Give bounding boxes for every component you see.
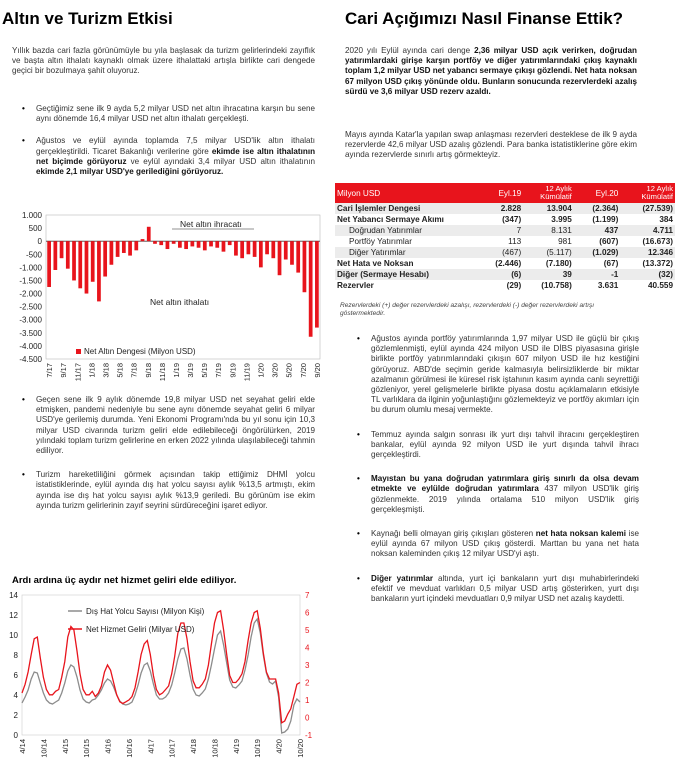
table-cell: 12.346	[647, 248, 673, 257]
table-cell: (1.029)	[592, 248, 619, 257]
x-tick-label: 3/20	[270, 363, 280, 378]
table-cell: 3.995	[551, 215, 572, 224]
table-note: Rezervlerdeki (+) değer rezervlerdeki azalışı, rezervlerdeki (-) değer rezervlerdeki artışı göstermektedir.	[340, 302, 595, 317]
table-row	[335, 247, 675, 258]
table-cell: (1.199)	[592, 215, 619, 224]
gold-bar	[159, 241, 163, 245]
gold-bar	[215, 241, 219, 248]
bullet-tourism-revenue: • Geçen sene ilk 9 aylık dönemde 19,8 milyar USD net seyahat geliri elde etmişken, pandemi nedeniyle bu sene aynı dönemde seyahat geliri 6 milyar USD'ye gerilemiş durumda. Yeni Ekonomi Programı'nda bu yıl sonu için 10,3 milyar USD civarında turizm geliri elde edilebileceği öngörülürken, 2019 yılındaki toplam turizm gelirlerine en erken 2022 yılında ulaşılabileceği tahmin ediliyor.	[22, 395, 315, 456]
gold-bar	[47, 241, 51, 287]
table-cell: 7	[516, 226, 522, 235]
gold-bar	[141, 239, 145, 241]
x-tick-label: 7/18	[129, 363, 139, 378]
table-cell: 39	[562, 270, 572, 279]
table-row	[335, 280, 675, 291]
table-cell: (2.446)	[495, 259, 522, 268]
table-row-label: Doğrudan Yatırımlar	[349, 226, 422, 235]
y-tick-label: -3.000	[19, 315, 42, 325]
table-header-cell: Eyl.20	[595, 188, 619, 198]
x-tick-label: 11/18	[157, 363, 167, 382]
table-cell: -1	[611, 270, 619, 279]
gold-bar	[72, 241, 76, 280]
x-tick-label: 10/18	[210, 739, 220, 758]
left-y-tick-label: 6	[13, 671, 18, 680]
left-y-tick-label: 8	[13, 651, 18, 660]
bullet-direct-investment: • Mayıstan bu yana doğrudan yatırımlara giriş sınırlı da olsa devam etmekte ve eylülde doğrudan yatırımlara 437 milyon USD'lik giriş gözlenmekte. 2019 yılında ortalama 510 milyon USD'lik giriş gerçekleşmişti.	[357, 474, 639, 515]
gold-bar	[172, 241, 176, 244]
gold-bar	[197, 241, 201, 248]
table-cell: (10.758)	[541, 281, 572, 290]
table-row-label: Net Yabancı Sermaye Akımı	[337, 215, 444, 224]
right-y-tick-label: 3	[305, 661, 310, 670]
services-income-chart	[0, 589, 330, 766]
table-cell: (32)	[658, 270, 673, 279]
table-cell: (607)	[599, 237, 619, 246]
table-row-label: Cari İşlemler Dengesi	[337, 204, 421, 213]
x-tick-label: 9/20	[312, 363, 322, 378]
x-tick-label: 5/20	[284, 363, 294, 378]
right-intro-2: Mayıs ayında Katar'la yapılan swap anlaşması rezervleri desteklese de ilk 9 ayda rezervlerde 42,6 milyar USD azalış gözlendi. Para banka istatistiklerine göre ekim ayında rezervlerde sınırlı artış görmekteyiz.	[345, 130, 637, 160]
y-tick-label: 0	[37, 237, 42, 247]
right-y-tick-label: 4	[305, 643, 310, 653]
gold-bar	[53, 241, 57, 270]
gold-bar	[116, 241, 120, 257]
left-title: Altın ve Turizm Etkisi	[2, 9, 173, 28]
x-tick-label: 10/20	[296, 739, 305, 758]
x-tick-label: 11/17	[73, 363, 83, 382]
x-tick-label: 1/19	[171, 363, 181, 378]
gold-bar	[60, 241, 64, 258]
x-tick-label: 3/19	[186, 363, 196, 378]
left-y-tick-label: 2	[13, 711, 18, 720]
annotation-import: Net altın ithalatı	[150, 297, 210, 307]
left-intro: Yıllık bazda cari fazla görünümüyle bu yıla başlasak da turizm gelirlerindeki zayıflık ve başta altın ithalatı kaynaklı olmak üzere ithalattaki artışla birlikte cari dengede geçici bir bozulmaya şahit oluyoruz.	[12, 46, 315, 76]
gold-bar	[147, 227, 151, 241]
x-tick-label: 10/17	[167, 739, 177, 758]
x-tick-label: 4/16	[103, 739, 113, 754]
gold-bar	[110, 241, 114, 265]
bullet-gold-imports: • Ağustos ve eylül ayında toplamda 7,5 milyar USD'lik altın ithalatı gerçekleştirildi. Ticaret Bakanlığı verilerine göre ekimde ise altın ithalatının net biçimde görüyoruz ve eylül ayındaki 3,4 milyar USD altın ithalatının ekimde 2,1 milyar USD'ye gerilediğini görüyoruz.	[22, 136, 315, 177]
right-y-tick-label: 6	[305, 608, 310, 618]
right-intro: 2020 yılı Eylül ayında cari denge 2,36 milyar USD açık verirken, doğrudan yatırımlardaki girişe karşın portföy ve diğer yatırımlarındaki çıkış kaynaklı toplam 1,2 milyar USD net yabancı sermaye çıkışı gözlendi. Net hata noksan 67 milyon USD çıkış yönünde oldu. Bunların sonucunda rezervlerdeki azalış sürdü ve 3,6 milyar USD rezerv azaldı.	[345, 46, 637, 96]
table-row-label: Portföy Yatırımlar	[349, 237, 412, 246]
table-header-cell: 12 Aylık Kümülatif	[641, 184, 673, 201]
x-tick-label: 7/19	[214, 363, 224, 378]
x-tick-label: 5/19	[200, 363, 210, 378]
passenger-line	[22, 619, 300, 733]
y-tick-label: 500	[28, 224, 42, 234]
table-header-cell: Milyon USD	[337, 188, 381, 198]
gold-bar	[240, 241, 244, 258]
table-cell: (13.372)	[642, 259, 673, 268]
gold-bar	[315, 241, 319, 327]
x-tick-label: 11/19	[242, 363, 252, 382]
financing-table	[335, 183, 675, 291]
table-row-label: Diğer Yatırımlar	[349, 248, 406, 257]
table-row	[335, 269, 675, 280]
y-tick-label: -2.500	[19, 302, 42, 312]
gold-bar	[178, 241, 182, 248]
table-cell: 13.904	[546, 204, 572, 213]
x-tick-label: 7/20	[298, 363, 308, 378]
x-tick-label: 9/17	[59, 363, 69, 378]
gold-bar	[128, 241, 132, 255]
left-y-tick-label: 0	[13, 731, 18, 740]
gold-bar	[66, 241, 70, 268]
gold-bar	[122, 241, 126, 253]
gold-bar	[166, 241, 170, 249]
gold-bar	[190, 241, 194, 246]
gold-bar	[97, 241, 101, 301]
x-tick-label: 10/19	[253, 739, 263, 758]
bullet-bank-bonds: • Temmuz ayında salgın sonrası ilk yurt dışı tahvil ihracını gerçekleştiren bankalar, eylül ayında 92 milyon USD ile yurt dışında tahvil ihracı gerçekleştirdi.	[357, 430, 639, 461]
bullet-gold-exports: • Geçtiğimiz sene ilk 9 ayda 5,2 milyar USD net altın ihracatına karşın bu sene aynı dönemde 16,4 milyar USD net altın ithalatı gerçekleşti.	[22, 104, 315, 124]
y-tick-label: -500	[25, 250, 42, 260]
table-cell: (347)	[502, 215, 522, 224]
y-tick-label: -4.500	[19, 355, 42, 364]
gold-bar	[247, 241, 251, 254]
table-cell: (2.364)	[592, 204, 619, 213]
table-row	[335, 214, 675, 225]
gold-bar	[78, 241, 82, 288]
gold-bar	[284, 241, 288, 259]
table-cell: (467)	[502, 248, 522, 257]
left-y-tick-label: 14	[9, 591, 18, 600]
gold-bar	[153, 241, 157, 244]
gold-bar	[134, 241, 138, 250]
annotation-export: Net altın ihracatı	[180, 219, 242, 229]
legend-swatch	[76, 349, 81, 354]
services-chart-title: Ardı ardına üç aydır net hizmet geliri elde ediliyor.	[12, 575, 237, 586]
table-cell: 3.631	[597, 281, 619, 290]
table-row	[335, 225, 675, 236]
table-cell: (5.117)	[546, 248, 572, 257]
left-bullets-1	[22, 104, 315, 177]
gold-bar	[290, 241, 294, 265]
right-bullets	[357, 334, 639, 604]
x-tick-label: 4/14	[18, 739, 27, 754]
gold-bar	[271, 241, 275, 258]
table-header-row	[335, 183, 675, 203]
table-cell: (7.180)	[545, 259, 572, 268]
right-y-tick-label: -1	[305, 731, 313, 740]
gold-bar	[184, 241, 188, 249]
y-tick-label: -1.500	[19, 276, 42, 286]
table-cell: (16.673)	[642, 237, 673, 246]
table-cell: 2.828	[500, 204, 522, 213]
gold-bar	[259, 241, 263, 267]
table-cell: 113	[508, 237, 522, 246]
x-tick-label: 9/19	[228, 363, 238, 378]
table-cell: (67)	[603, 259, 619, 268]
right-y-tick-label: 7	[305, 591, 310, 600]
right-y-tick-label: 1	[305, 696, 310, 705]
gold-bar	[303, 241, 307, 292]
table-row	[335, 258, 675, 269]
gold-bar	[209, 241, 213, 246]
left-y-tick-label: 12	[9, 611, 18, 620]
gold-bar	[253, 241, 257, 257]
left-y-tick-label: 10	[9, 631, 18, 640]
bullet-other-investment: • Diğer yatırımlar altında, yurt içi bankaların yurt dışı muhabirlerindeki efektif ve mevduat varlıkları 0,5 milyar USD artış gösterirken, yurt dışı bankaların yurt içindeki mevduatları 0,9 milyar USD net azalış kaydetti.	[357, 574, 639, 605]
table-row	[335, 203, 675, 214]
y-tick-label: -2.000	[19, 289, 42, 299]
table-cell: (29)	[506, 281, 522, 290]
x-tick-label: 4/19	[231, 739, 241, 754]
gold-bar	[296, 241, 300, 272]
gold-bar	[85, 241, 89, 293]
gold-bar	[265, 241, 269, 254]
bullet-net-errors: • Kaynağı belli olmayan giriş çıkışları gösteren net hata noksan kalemi ise eylül ayında 67 milyon USD çıkış gösterdi. Marttan bu yana net hata noksan kaleminden çıkış 12 milyar USD'yi aştı.	[357, 529, 639, 560]
legend-services-label: Net Hizmet Geliri (Milyar USD)	[86, 625, 195, 634]
table-cell: 384	[659, 215, 673, 224]
bullet-dhmi-passengers: • Turizm hareketliliğini görmek açısından takip ettiğimiz DHMİ yolcu istatistiklerinde, eylül ayında dış hat yolcu sayısı aylık %13,5 artmıştı, ekim ayında ise dış hat yolcu sayısı aylık %13,9 geriledi. Bu görünüm ise ekim ayında turizm gelirlerinin zayıf seyrini sürdüreceğini işaret ediyor.	[22, 470, 315, 511]
table-header-cell: Eyl.19	[498, 188, 522, 198]
x-tick-label: 1/20	[256, 363, 266, 378]
x-tick-label: 5/18	[115, 363, 125, 378]
x-tick-label: 4/18	[189, 739, 199, 754]
bullet-portfolio: • Ağustos ayında portföy yatırımlarında 1,97 milyar USD ile güçlü bir çıkış gözlemlenmişti, eylül ayında 424 milyon USD ile DİBS piyasasına girişle birlikte portföy yatırımlarındaki çıkışın 607 milyon USD ile hız kestiğini görüyoruz. ABD'de seçimin geride kalmasıyla belirsizliklerde bir miktar azalmanın görülmesi ile küresel risk iştahının kasım ayında canlı seyrettiği gözleniyor, yerel gelişmelerle birlikte piyasa dostu açıklamaların etkisiyle TL varlıklara da ilginin yoğunlaştığını gözlemekteyiz ve portföy akımları için bu durum olumlu mesaj vermekte.	[357, 334, 639, 416]
gold-bar	[103, 241, 107, 276]
legend-passenger-label: Dış Hat Yolcu Sayısı (Milyon Kişi)	[86, 607, 205, 616]
table-cell: (6)	[511, 270, 522, 279]
right-y-tick-label: 2	[305, 678, 310, 688]
x-tick-label: 7/17	[45, 363, 55, 378]
x-tick-label: 4/20	[274, 739, 284, 754]
gold-bar	[234, 241, 238, 255]
gold-bar	[278, 241, 282, 275]
gold-bar	[309, 241, 313, 337]
x-tick-label: 9/18	[143, 363, 153, 378]
x-tick-label: 4/17	[146, 739, 156, 754]
x-tick-label: 10/14	[39, 739, 49, 758]
table-row-label: Net Hata ve Noksan	[337, 259, 414, 268]
table-cell: 981	[558, 237, 572, 246]
x-tick-label: 3/18	[101, 363, 111, 378]
right-y-tick-label: 5	[305, 626, 310, 635]
table-cell: 437	[604, 226, 619, 235]
gold-bar	[203, 241, 207, 250]
y-tick-label: 1.000	[21, 211, 42, 220]
y-tick-label: -1.000	[19, 263, 42, 273]
x-tick-label: 1/18	[87, 363, 97, 378]
table-header-cell: 12 Aylık Kümülatif	[540, 184, 572, 201]
x-tick-label: 4/15	[60, 739, 70, 754]
table-cell: 4.711	[652, 226, 673, 235]
table-cell: 40.559	[647, 281, 673, 290]
table-row-label: Rezervler	[337, 281, 374, 290]
table-row-label: Diğer (Sermaye Hesabı)	[337, 270, 429, 279]
x-tick-label: 10/16	[124, 739, 134, 758]
gold-bar	[228, 241, 232, 245]
y-tick-label: -4.000	[19, 341, 42, 351]
table-row	[335, 236, 675, 247]
gold-bar	[222, 241, 226, 251]
left-bullets-2	[22, 395, 315, 511]
right-title: Cari Açığımızı Nasıl Finanse Ettik?	[345, 9, 624, 28]
right-y-tick-label: 0	[305, 713, 310, 723]
y-tick-label: -3.500	[19, 328, 42, 338]
left-y-tick-label: 4	[13, 691, 18, 700]
x-tick-label: 10/15	[82, 739, 92, 758]
table-cell: 8.131	[551, 226, 572, 235]
gold-balance-chart	[0, 207, 330, 382]
gold-bar	[91, 241, 95, 282]
legend-label: Net Altın Dengesi (Milyon USD)	[84, 347, 196, 356]
table-cell: (27.539)	[642, 204, 673, 213]
